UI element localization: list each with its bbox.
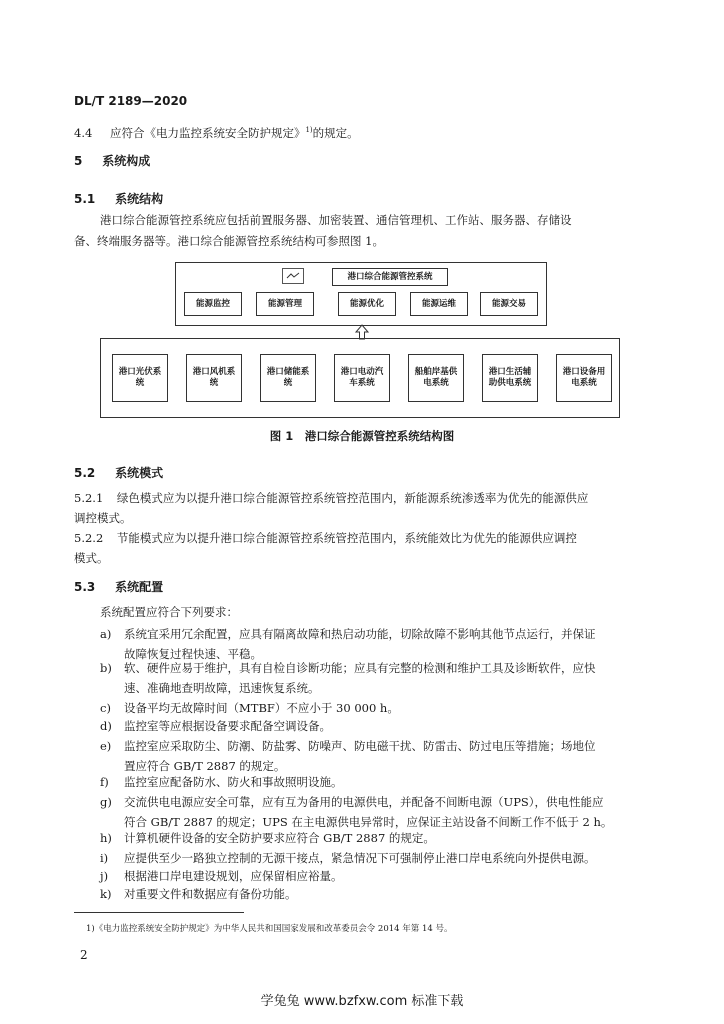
list-label: a) (100, 627, 112, 641)
section-5-1-heading (74, 190, 163, 207)
section-number: 5 (74, 154, 83, 168)
footnote-ref: 1) (305, 126, 313, 134)
section-5-3-heading (74, 578, 163, 595)
clause-number: 4.4 (74, 125, 93, 140)
list-item (100, 792, 680, 832)
list-item (100, 716, 680, 736)
section-number: 5.3 (74, 580, 96, 594)
section-5-2-heading (74, 464, 163, 481)
list-label: c) (100, 701, 111, 715)
section-number: 5.1 (74, 192, 96, 206)
list-item (100, 736, 680, 776)
list-text: 系统宜采用冗余配置，应具有隔离故障和热启动功能，切除故障不影响其他节点运行，并保证 (124, 627, 596, 641)
list-text: 故障恢复过程快速、平稳。 (124, 647, 262, 661)
module-box: 能源运维 (410, 292, 468, 316)
list-item (100, 866, 680, 886)
list-item (100, 848, 680, 868)
section-5-heading (74, 152, 150, 169)
list-text: 对重要文件和数据应有备份功能。 (124, 887, 297, 901)
subsystem-box: 港口风机系统 (186, 354, 242, 402)
clause-5-2-1 (74, 488, 588, 508)
list-text: 交流供电电源应安全可靠，应有互为备用的电源供电，并配备不间断电源（UPS），供电性能应 (124, 795, 604, 809)
paragraph-line: 模式。 (74, 551, 109, 565)
figure-caption: 图 1 港口综合能源管控系统结构图 (269, 429, 455, 443)
list-label: e) (100, 739, 112, 753)
list-label: b) (100, 661, 112, 675)
list-label: i) (100, 851, 109, 865)
list-intro: 系统配置应符合下列要求： (100, 605, 238, 619)
list-text: 应提供至少一路独立控制的无源干接点，紧急情况下可强制停止港口岸电系统向外提供电源。 (124, 851, 596, 865)
clause-number: 5.2.2 (74, 531, 104, 545)
section-title: 系统结构 (115, 192, 164, 206)
list-text: 计算机硬件设备的安全防护要求应符合 GB/T 2887 的规定。 (124, 831, 435, 845)
subsystem-box: 港口设备用电系统 (556, 354, 612, 402)
module-box: 能源监控 (184, 292, 242, 316)
section-title: 系统构成 (102, 154, 151, 168)
clause-text: 应符合《电力监控系统安全防护规定》 (109, 125, 306, 140)
standard-number: DL/T 2189—2020 (74, 94, 188, 108)
clause-number: 5.2.1 (74, 491, 104, 505)
list-label: f) (100, 775, 109, 789)
paragraph-line: 备、终端服务器等。港口综合能源管控系统结构可参照图 1。 (74, 234, 384, 248)
section-number: 5.2 (74, 466, 96, 480)
paragraph-line: 港口综合能源管控系统应包括前置服务器、加密装置、通信管理机、工作站、服务器、存储设 (100, 213, 572, 227)
module-box: 能源优化 (338, 292, 396, 316)
footnote: 1)《电力监控系统安全防护规定》为中华人民共和国国家发展和改革委员会令 2014 年第 14 号。 (86, 924, 453, 934)
list-text: 软、硬件应易于维护，具有自检自诊断功能；应具有完整的检测和维护工具及诊断软件，应快 (124, 661, 596, 675)
clause-text-tail: 的规定。 (312, 125, 359, 140)
list-text: 置应符合 GB/T 2887 的规定。 (124, 759, 286, 773)
paragraph-line: 调控模式。 (74, 511, 132, 525)
list-label: j) (100, 869, 109, 883)
list-item (100, 772, 680, 792)
module-box: 能源交易 (480, 292, 538, 316)
subsystem-box: 港口储能系统 (260, 354, 316, 402)
clause-5-2-2 (74, 528, 577, 548)
list-text: 监控室应采取防尘、防潮、防盐雾、防噪声、防电磁干扰、防雷击、防过电压等措施；场地位 (124, 739, 596, 753)
list-text: 速、准确地查明故障，迅速恢复系统。 (124, 681, 320, 695)
list-label: k) (100, 887, 112, 901)
list-item (100, 698, 680, 718)
page-number: 2 (80, 948, 88, 962)
system-title-box: 港口综合能源管控系统 (332, 268, 448, 286)
monitor-icon (282, 268, 304, 284)
list-text: 监控室应配备防水、防火和事故照明设施。 (124, 775, 343, 789)
list-label: h) (100, 831, 112, 845)
list-label: d) (100, 719, 112, 733)
list-text: 符合 GB/T 2887 的规定；UPS 在主电源供电异常时，应保证主站设备不间断工作不低于 2 h。 (124, 815, 613, 829)
list-label: g) (100, 795, 112, 809)
clause-4-4 (74, 120, 359, 143)
subsystem-box: 港口生活辅助供电系统 (482, 354, 538, 402)
paragraph-line: 绿色模式应为以提升港口综合能源管控系统管控范围内，新能源系统渗透率为优先的能源供应 (116, 491, 589, 505)
footer-watermark: 学兔兔 www.bzfxw.com 标准下载 (260, 994, 464, 1009)
list-text: 监控室等应根据设备要求配备空调设备。 (124, 719, 331, 733)
subsystem-box: 港口电动汽车系统 (334, 354, 390, 402)
list-item (100, 658, 680, 698)
section-title: 系统配置 (115, 580, 164, 594)
list-item (100, 828, 680, 848)
subsystem-box: 船舶岸基供电系统 (408, 354, 464, 402)
subsystem-box: 港口光伏系统 (112, 354, 168, 402)
footnote-rule (74, 912, 244, 913)
list-text: 设备平均无故障时间（MTBF）不应小于 30 000 h。 (124, 701, 399, 715)
module-box: 能源管理 (256, 292, 314, 316)
list-item (100, 884, 680, 904)
list-text: 根据港口岸电建设规划，应保留相应裕量。 (124, 869, 343, 883)
paragraph-line: 节能模式应为以提升港口综合能源管控系统管控范围内，系统能效比为优先的能源供应调控 (116, 531, 577, 545)
section-title: 系统模式 (115, 466, 164, 480)
